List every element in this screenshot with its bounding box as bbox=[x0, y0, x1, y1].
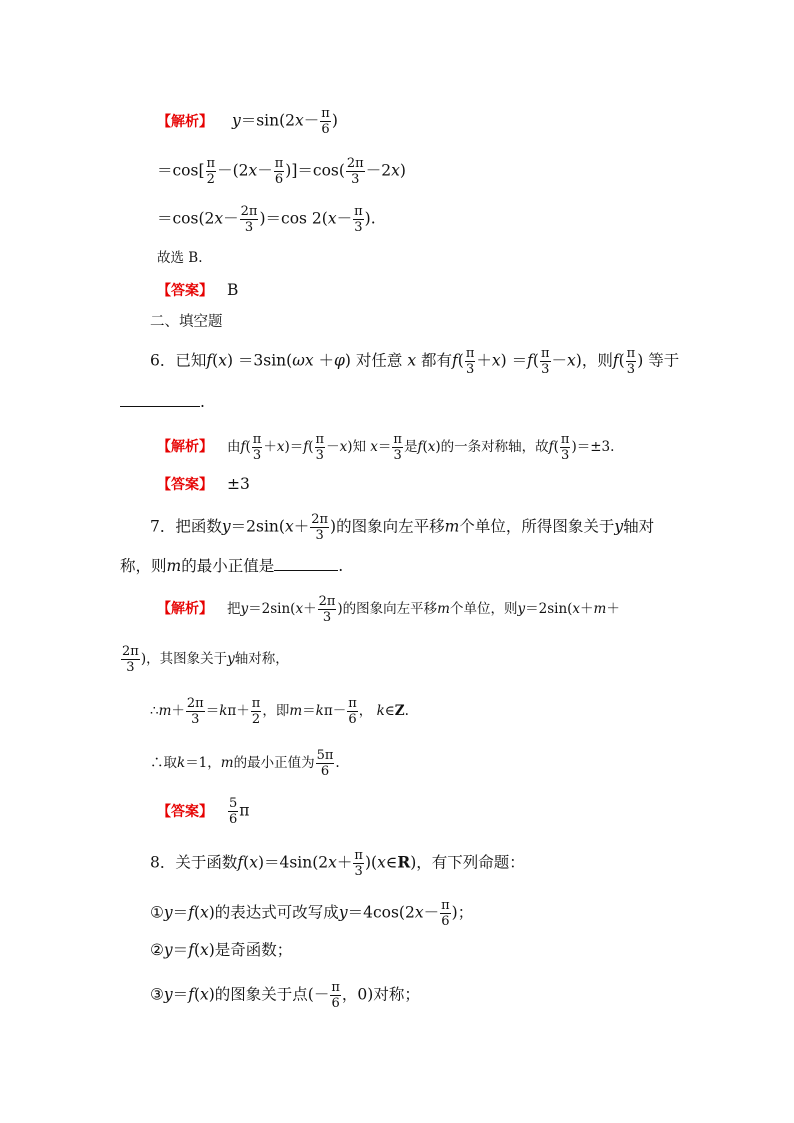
fraction: $\frac{\pi}{3}$ bbox=[354, 204, 363, 235]
answer-tag: 【答案】 bbox=[157, 283, 213, 299]
q6-analysis: 【解析】 由f( $\frac{\pi}{3}$ ＋x)＝f( $\frac{\pi}{3}$ －x)知 x＝ $\frac{\pi}{3}$ 是f(x)的一条对称轴，故f( $\frac{\pi}{3}$ )＝±3. bbox=[157, 432, 615, 463]
answer-blank bbox=[274, 556, 338, 571]
fraction: $\frac{5}{6}$ bbox=[229, 796, 238, 827]
fraction: $\frac{\pi}{6}$ bbox=[348, 696, 357, 727]
fraction: $\frac{2\pi}{3}$ bbox=[318, 594, 336, 625]
fraction: $\frac{\pi}{2}$ bbox=[251, 696, 261, 727]
fraction: $\frac{\pi}{3}$ bbox=[540, 346, 550, 377]
fraction: $\frac{\pi}{3}$ bbox=[626, 346, 636, 377]
section-title: 二、填空题 bbox=[150, 314, 223, 330]
fraction: $\frac{\pi}{3}$ bbox=[393, 432, 402, 463]
q7-question-line1: 7．把函数y＝2sin(x＋ $\frac{2\pi}{3}$ )的图象向左平移m个单位，所得图象关于y轴对 bbox=[150, 512, 655, 543]
fraction: $\frac{2\pi}{3}$ bbox=[346, 156, 364, 187]
q7-analysis-line1: 【解析】 把y＝2sin(x＋ $\frac{2\pi}{3}$ )的图象向左平移m个单位，则y＝2sin(x＋m＋ bbox=[157, 594, 620, 625]
analysis-tag: 【解析】 bbox=[157, 113, 213, 130]
q5-analysis-line1: 【解析】 y＝sin(2x－ $\frac{\pi}{6}$ ) bbox=[157, 106, 338, 137]
fraction: $\frac{\pi}{3}$ bbox=[465, 346, 475, 377]
analysis-tag: 【解析】 bbox=[157, 601, 213, 617]
answer-tag: 【答案】 bbox=[157, 477, 213, 493]
q7-question-line2: 称，则m的最小正值是 . bbox=[120, 557, 344, 575]
fraction: $\frac{2\pi}{3}$ bbox=[186, 696, 204, 727]
fraction: $\frac{2\pi}{3}$ bbox=[311, 512, 329, 543]
fraction: $\frac{5\pi}{6}$ bbox=[316, 748, 334, 779]
q5-conclusion: 故选 B. bbox=[157, 250, 203, 266]
q6-answer: 【答案】 ±3 bbox=[157, 475, 250, 493]
q6-question: 6．已知f(x) ＝3sin(ωx ＋φ) 对任意 x 都有f( $\frac{\pi}{3}$ ＋x) ＝f( $\frac{\pi}{3}$ －x)，则f( $\frac{\pi}{3}$ ) 等于 bbox=[150, 346, 680, 377]
fraction: $\frac{\pi}{6}$ bbox=[331, 980, 340, 1011]
fraction: $\frac{\pi}{6}$ bbox=[321, 106, 330, 137]
q7-answer: 【答案】 $\frac{5}{6}$ π bbox=[157, 796, 250, 827]
analysis-tag: 【解析】 bbox=[157, 439, 213, 455]
q8-proposition-2: ②y＝f(x)是奇函数； bbox=[150, 941, 293, 959]
fraction: $\frac{\pi}{3}$ bbox=[252, 432, 262, 463]
q5-analysis-line3: ＝cos(2x－ $\frac{2\pi}{3}$ )＝cos 2(x－ $\frac{\pi}{3}$ ). bbox=[157, 204, 376, 235]
q7-analysis-line4: ∴取k＝1，m的最小正值为 $\frac{5\pi}{6}$ . bbox=[150, 748, 340, 779]
fraction: $\frac{\pi}{3}$ bbox=[354, 848, 363, 879]
fraction: $\frac{\pi}{2}$ bbox=[206, 156, 216, 187]
q5-analysis-line2: ＝cos[ $\frac{\pi}{2}$ －(2x－ $\frac{\pi}{6}$ )]＝cos( $\frac{2\pi}{3}$ －2x) bbox=[157, 156, 406, 187]
fraction: $\frac{2\pi}{3}$ bbox=[240, 204, 258, 235]
q8-question: 8．关于函数f(x)＝4sin(2x＋ $\frac{\pi}{3}$ )(x∈R)，有下列命题： bbox=[150, 848, 525, 879]
fraction: $\frac{\pi}{3}$ bbox=[560, 432, 570, 463]
q6-blank-line: . bbox=[120, 392, 205, 412]
q8-proposition-1: ①y＝f(x)的表达式可改写成y＝4cos(2x－ $\frac{\pi}{6}$ )； bbox=[150, 898, 474, 929]
fraction: $\frac{\pi}{3}$ bbox=[315, 432, 325, 463]
q5-answer: 【答案】 B bbox=[157, 281, 239, 299]
fraction: $\frac{2\pi}{3}$ bbox=[122, 644, 139, 675]
answer-tag: 【答案】 bbox=[157, 803, 213, 820]
q8-proposition-3: ③y＝f(x)的图象关于点(－ $\frac{\pi}{6}$ ，0)对称； bbox=[150, 980, 420, 1011]
fraction: $\frac{\pi}{6}$ bbox=[441, 898, 450, 929]
q7-analysis-line2: $\frac{2\pi}{3}$ )，其图象关于y轴对称， bbox=[122, 644, 289, 675]
q7-analysis-line3: ∴m＋ $\frac{2\pi}{3}$ ＝kπ＋ $\frac{\pi}{2}$ ，即m＝kπ－ $\frac{\pi}{6}$ ， k∈Z. bbox=[150, 696, 409, 727]
fraction: $\frac{\pi}{6}$ bbox=[274, 156, 284, 187]
answer-blank bbox=[120, 392, 200, 407]
